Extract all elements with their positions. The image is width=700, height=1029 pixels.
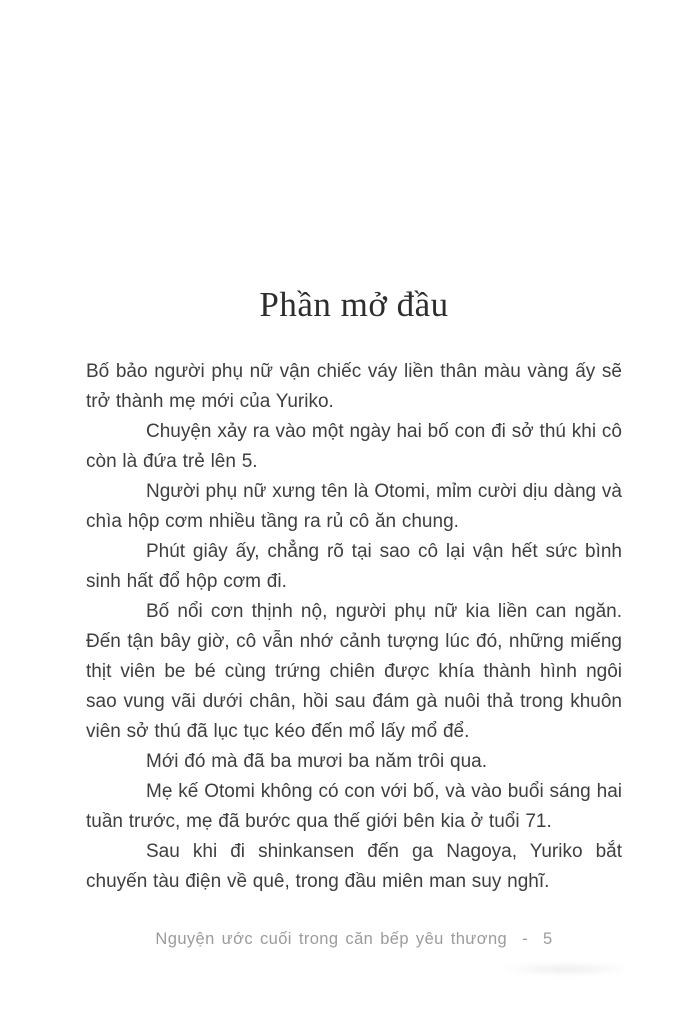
paragraph: Người phụ nữ xưng tên là Otomi, mỉm cười dịu dàng và chìa hộp cơm nhiều tầng ra rủ cô ăn chung. <box>86 481 622 532</box>
paragraph: Sau khi đi shinkansen đến ga Nagoya, Yuriko bắt chuyến tàu điện về quê, trong đầu miên man suy nghĩ. <box>86 841 622 892</box>
body-text <box>86 357 622 897</box>
paragraph: Bố nổi cơn thịnh nộ, người phụ nữ kia liền can ngăn. Đến tận bây giờ, cô vẫn nhớ cảnh tượng lúc đó, những miếng thịt viên be bé cùng trứng chiên được khía thành hình ngôi sao vung vãi dưới chân, hồi sau đám gà nuôi thả trong khuôn viên sở thú đã lục tục kéo đến mổ lấy mổ để. <box>86 601 622 742</box>
footer-page-number: 5 <box>543 930 553 948</box>
chapter-title: Phần mở đầu <box>259 285 449 324</box>
paragraph: Mẹ kế Otomi không có con với bố, và vào buổi sáng hai tuần trước, mẹ đã bước qua thế giới bên kia ở tuổi 71. <box>86 781 622 832</box>
paragraph: Chuyện xảy ra vào một ngày hai bố con đi sở thú khi cô còn là đứa trẻ lên 5. <box>86 421 622 472</box>
page-footer <box>86 930 622 949</box>
paragraph: Bố bảo người phụ nữ vận chiếc váy liền thân màu vàng ấy sẽ trở thành mẹ mới của Yuriko. <box>86 361 622 412</box>
paragraph: Phút giây ấy, chẳng rõ tại sao cô lại vận hết sức bình sinh hất đổ hộp cơm đi. <box>86 541 622 592</box>
scan-smudge <box>498 962 633 976</box>
footer-separator: - <box>522 930 528 948</box>
footer-book-title: Nguyện ước cuối trong căn bếp yêu thương <box>155 930 508 948</box>
paragraph: Mới đó mà đã ba mươi ba năm trôi qua. <box>146 751 488 772</box>
